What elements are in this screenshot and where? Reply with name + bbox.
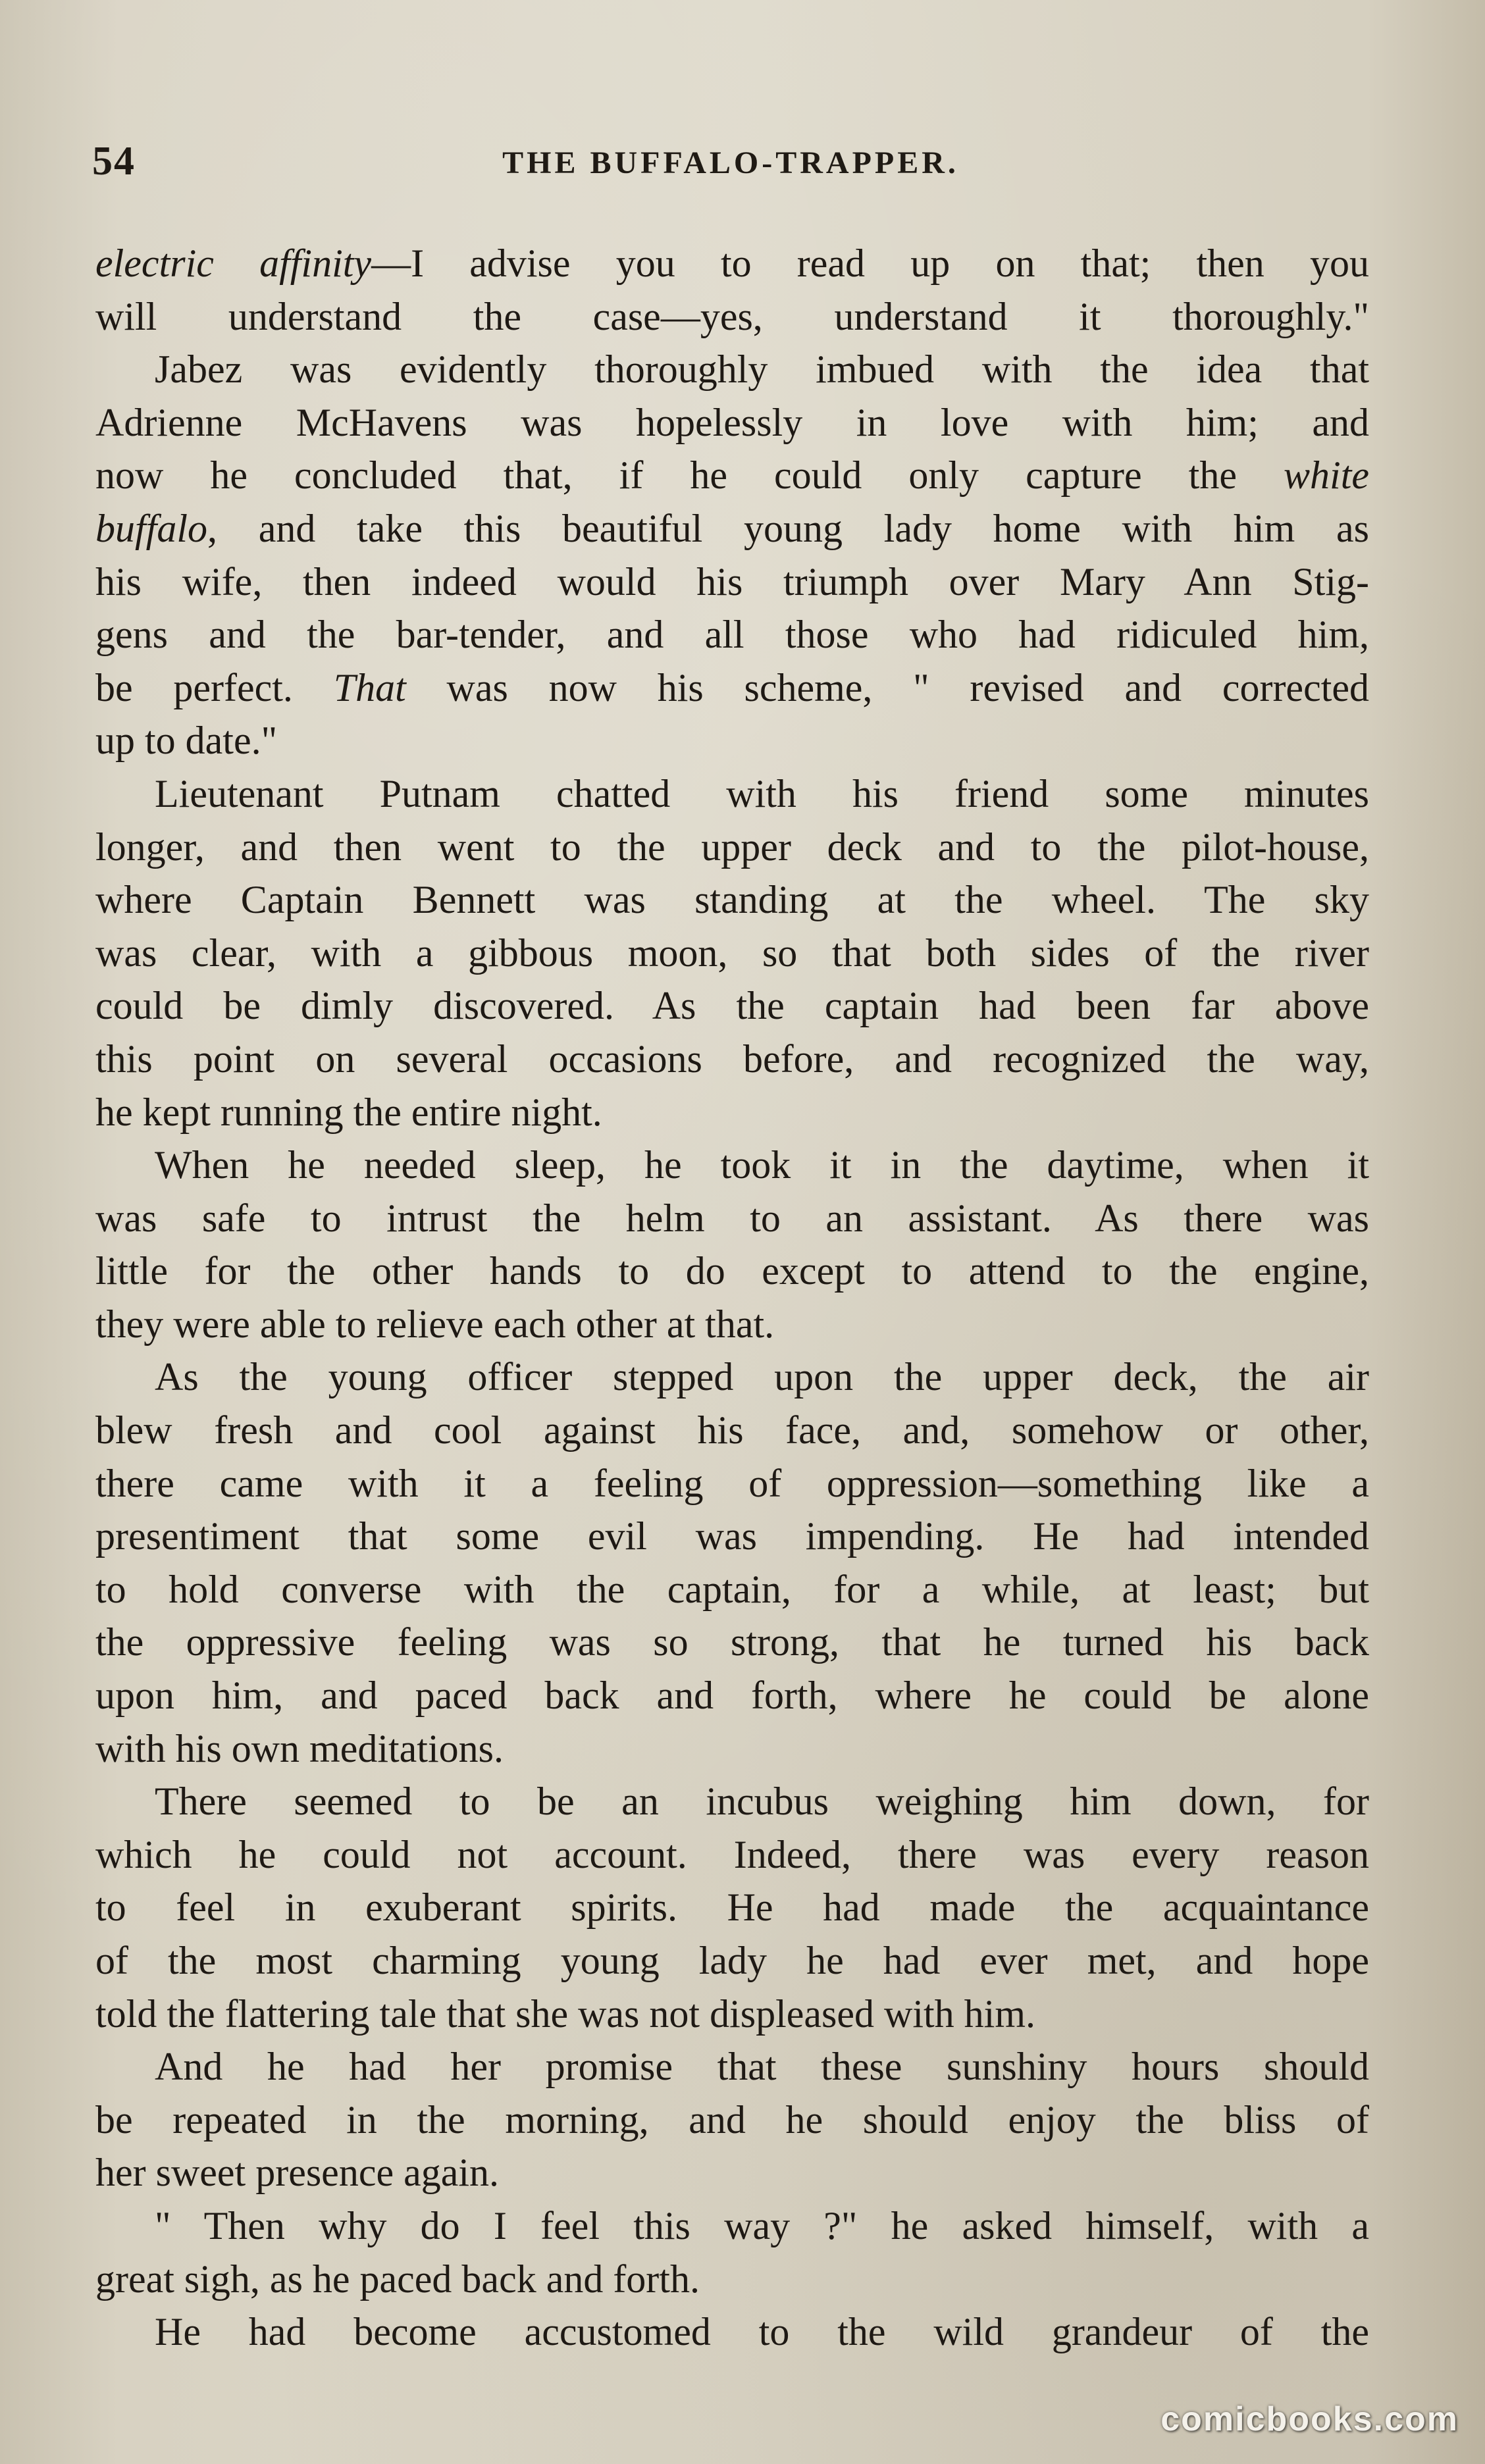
text-segment: which he could not account. Indeed, there was every reason	[95, 1832, 1369, 1876]
text-line	[95, 608, 1369, 661]
text-segment: was clear, with a gibbous moon, so that both sides of the river	[95, 931, 1369, 975]
text-segment: blew fresh and cool against his face, and, somehow or other,	[95, 1408, 1369, 1452]
text-line	[95, 1669, 1369, 1722]
text-line	[95, 2253, 1369, 2306]
text-segment: be perfect.	[95, 665, 334, 709]
text-line	[95, 1934, 1369, 1988]
text-line	[95, 714, 1369, 767]
text-segment: where Captain Bennett was standing at the wheel. The sky	[95, 878, 1369, 922]
text-segment: will understand the case—yes, understand it thoroughly."	[95, 294, 1369, 338]
text-segment: was safe to intrust the helm to an assistant. As there was	[95, 1196, 1369, 1240]
text-segment: was now his scheme, " revised and corrected	[405, 665, 1369, 709]
text-line	[95, 927, 1369, 980]
text-line	[95, 1988, 1369, 2041]
text-line	[95, 979, 1369, 1033]
page-number: 54	[92, 139, 136, 184]
italic-text: buffalo	[95, 506, 208, 550]
text-segment: great sigh, as he paced back and forth.	[95, 2257, 700, 2301]
text-segment: her sweet presence again.	[95, 2151, 500, 2195]
text-segment: he kept running the entire night.	[95, 1090, 602, 1134]
text-line	[95, 2146, 1369, 2199]
text-segment: his wife, then indeed would his triumph over Mary Ann Stig-	[95, 559, 1369, 603]
text-segment: He had become accustomed to the wild grandeur of the	[155, 2310, 1369, 2354]
text-segment: there came with it a feeling of oppression—something like a	[95, 1461, 1369, 1505]
text-line	[95, 1722, 1369, 1776]
text-segment: " Then why do I feel this way ?" he asked himself, with a	[155, 2203, 1369, 2247]
text-line	[95, 396, 1369, 449]
text-line	[95, 1616, 1369, 1669]
text-line	[95, 1457, 1369, 1510]
text-line	[95, 1510, 1369, 1563]
text-line	[95, 1033, 1369, 1086]
text-segment: There seemed to be an incubus weighing him down, for	[155, 1780, 1369, 1824]
text-segment: of the most charming young lady he had ever met, and hope	[95, 1939, 1369, 1982]
text-line	[95, 661, 1369, 715]
text-line	[95, 1086, 1369, 1139]
italic-text: white	[1284, 453, 1369, 498]
text-line	[95, 873, 1369, 927]
text-segment: to hold converse with the captain, for a while, at least; but	[95, 1567, 1369, 1611]
text-line	[95, 555, 1369, 609]
text-line	[95, 502, 1369, 555]
text-segment: When he needed sleep, he took it in the daytime, when it	[155, 1143, 1369, 1187]
body-text	[95, 237, 1369, 2359]
text-line	[95, 2093, 1369, 2147]
text-segment: Jabez was evidently thoroughly imbued with the idea that	[155, 347, 1369, 392]
text-segment: little for the other hands to do except to attend to the engine,	[95, 1249, 1369, 1293]
text-line	[95, 1404, 1369, 1457]
text-segment: the oppressive feeling was so strong, that he turned his back	[95, 1620, 1369, 1664]
text-segment: could be dimly discovered. As the captain had been far above	[95, 984, 1369, 1028]
italic-text: That	[333, 665, 406, 709]
text-line	[95, 343, 1369, 396]
text-segment: upon him, and paced back and forth, where he could be alone	[95, 1674, 1369, 1718]
text-segment: Lieutenant Putnam chatted with his friend some minutes	[155, 771, 1369, 815]
text-line	[95, 2040, 1369, 2093]
text-segment: gens and the bar-tender, and all those who had ridiculed him,	[95, 613, 1369, 657]
text-line	[95, 1139, 1369, 1192]
text-line	[95, 2199, 1369, 2253]
text-line	[95, 767, 1369, 821]
text-line	[95, 1828, 1369, 1882]
text-segment: And he had her promise that these sunshiny hours should	[155, 2045, 1369, 2089]
text-segment: they were able to relieve each other at that.	[95, 1302, 775, 1346]
text-line	[95, 1881, 1369, 1934]
text-line	[95, 237, 1369, 290]
running-head: THE BUFFALO-TRAPPER.	[502, 145, 959, 180]
watermark: comicbooks.com	[1160, 2400, 1459, 2438]
text-segment: As the young officer stepped upon the upper deck, the air	[155, 1355, 1369, 1399]
text-line	[95, 1192, 1369, 1245]
text-segment: longer, and then went to the upper deck and to the pilot-house,	[95, 825, 1369, 869]
text-segment: presentiment that some evil was impending. He had intended	[95, 1514, 1369, 1558]
text-segment: told the flattering tale that she was not displeased with him.	[95, 1991, 1036, 2036]
text-segment: , and take this beautiful young lady home with him as	[207, 506, 1369, 550]
text-segment: be repeated in the morning, and he should enjoy the bliss of	[95, 2097, 1369, 2142]
text-line	[95, 1298, 1369, 1351]
page-header	[92, 138, 1369, 197]
text-line	[95, 1563, 1369, 1616]
text-line	[95, 290, 1369, 344]
text-line	[95, 449, 1369, 502]
text-segment: this point on several occasions before, and recognized the way,	[95, 1037, 1369, 1081]
text-segment: up to date."	[95, 719, 278, 763]
text-segment: —I advise you to read up on that; then you	[371, 242, 1369, 285]
text-line	[95, 2305, 1369, 2359]
text-segment: now he concluded that, if he could only capture the	[95, 453, 1284, 498]
text-segment: with his own meditations.	[95, 1726, 504, 1770]
text-segment: Adrienne McHavens was hopelessly in love with him; and	[95, 400, 1369, 444]
italic-text: electric affinity	[95, 242, 372, 285]
text-line	[95, 1350, 1369, 1404]
text-line	[95, 1245, 1369, 1298]
text-line	[95, 1775, 1369, 1828]
text-segment: to feel in exuberant spirits. He had made the acquaintance	[95, 1886, 1369, 1930]
text-line	[95, 821, 1369, 874]
